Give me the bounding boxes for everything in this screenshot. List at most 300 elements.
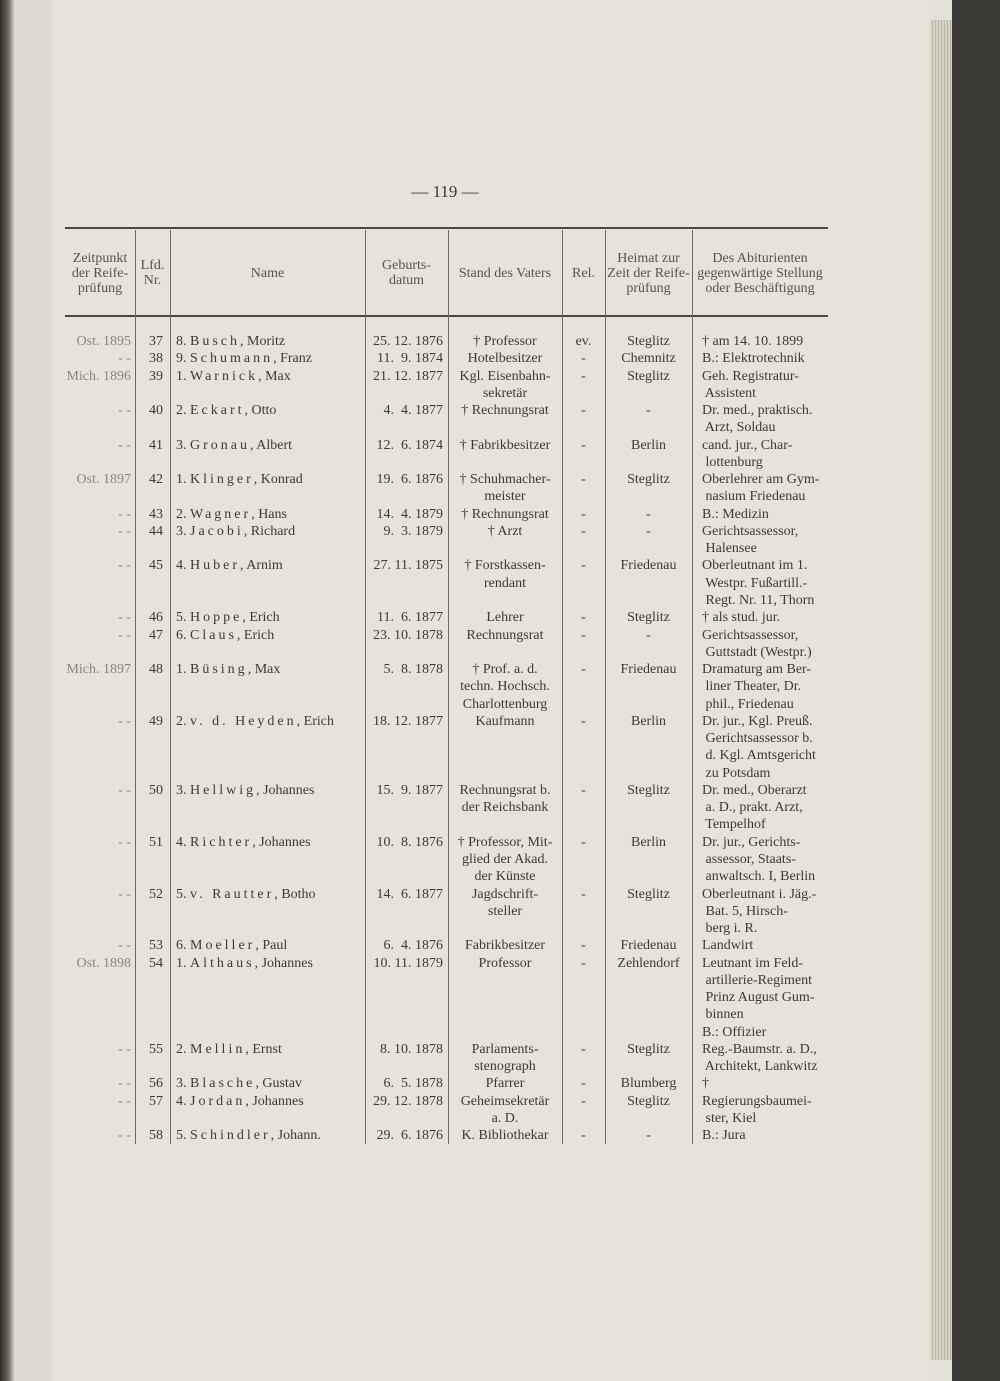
cell-name	[170, 782, 365, 834]
stand-text: der Künste	[474, 869, 536, 885]
column-divider	[170, 230, 171, 1144]
given-name: , Konrad	[253, 472, 303, 488]
cell-rel: ev.	[575, 334, 592, 349]
cell-stellung	[692, 557, 834, 609]
name-number: 4.	[176, 1093, 190, 1109]
stand-text: Rechnungsrat	[466, 627, 544, 643]
name-number: 3.	[176, 437, 190, 453]
cell-stand-des-vaters	[448, 368, 562, 403]
adjacent-page-edge	[0, 0, 14, 1381]
zeitpunkt-text: - -	[118, 610, 131, 626]
name-number: 5.	[176, 610, 190, 626]
column-divider	[135, 230, 136, 1144]
stellung-text: Landwirt	[702, 938, 754, 954]
stellung-text: Prinz August Gum-	[702, 990, 815, 1006]
cell-stellung	[692, 955, 834, 1041]
given-name: , Richard	[243, 523, 296, 539]
cell-zeitpunkt	[65, 557, 135, 609]
cell-stand-des-vaters	[448, 1127, 562, 1144]
surname: Schumann	[190, 351, 274, 367]
stand-text: Fabrikbesitzer	[464, 938, 546, 954]
cell-zeitpunkt	[65, 627, 135, 662]
cell-lfd-nr: 40	[149, 403, 163, 419]
cell-heimat: Berlin	[631, 834, 666, 850]
cell-lfd-nr: 45	[149, 558, 163, 574]
stand-text: Kgl. Eisenbahn-	[459, 368, 551, 384]
cell-lfd-nr: 52	[149, 886, 163, 902]
stellung-text: Oberleutnant im 1.	[702, 558, 808, 574]
surname: Busch	[190, 334, 240, 349]
cell-geburtsdatum: 10. 11. 1879	[373, 955, 443, 971]
name-number: 9.	[176, 351, 190, 367]
stand-text: Jagdschrift-	[471, 886, 539, 902]
name-number: 1.	[176, 955, 190, 971]
cell-lfd-nr: 50	[149, 782, 163, 798]
table-row	[65, 713, 834, 782]
zeitpunkt-text: Mich. 1896	[66, 368, 131, 384]
stellung-text: assessor, Staats-	[702, 851, 796, 867]
cell-stellung	[692, 1041, 834, 1076]
stand-text: steller	[487, 903, 523, 919]
zeitpunkt-text: - -	[118, 523, 131, 539]
given-name: , Moritz	[240, 334, 286, 349]
stellung-text: Bat. 5, Hirsch-	[702, 903, 788, 919]
stellung-text: ster, Kiel	[702, 1110, 757, 1126]
name-number: 6.	[176, 627, 190, 643]
given-name: , Johannes	[254, 955, 313, 971]
cell-stellung	[692, 834, 834, 886]
cell-lfd-nr: 39	[149, 368, 163, 384]
header-rel: Rel.	[572, 265, 595, 281]
cell-geburtsdatum: 29. 6. 1876	[376, 1128, 443, 1144]
given-name: , Erich	[242, 610, 280, 626]
cell-stellung	[692, 523, 834, 558]
table-row	[65, 402, 834, 437]
name-number: 1.	[176, 662, 190, 678]
stand-text: glied der Akad.	[462, 851, 548, 867]
surname: v. Rautter	[190, 886, 275, 902]
cell-stellung	[692, 661, 834, 713]
cell-rel: -	[581, 368, 586, 384]
stand-text: Pfarrer	[485, 1076, 525, 1092]
stand-text: † Forstkassen-	[464, 558, 546, 574]
stand-text: techn. Hochsch.	[460, 679, 550, 695]
cell-heimat: -	[646, 1128, 651, 1144]
cell-stand-des-vaters	[448, 402, 562, 437]
stellung-text: B.: Jura	[702, 1128, 746, 1144]
surname: Claus	[190, 627, 237, 643]
table-row	[65, 471, 834, 506]
cell-stand-des-vaters	[448, 1041, 562, 1076]
cell-stellung	[692, 609, 834, 626]
stand-text: rendant	[484, 575, 526, 591]
table-row	[65, 886, 834, 938]
cell-lfd-nr: 55	[149, 1041, 163, 1057]
table-row	[65, 506, 834, 523]
stand-text: Parlaments-	[471, 1041, 539, 1057]
stellung-text: Dr. med., Oberarzt	[702, 782, 807, 798]
stand-text: † Prof. a. d.	[472, 662, 538, 678]
cell-name	[170, 609, 365, 626]
cell-name	[170, 627, 365, 662]
stellung-text: liner Theater, Dr.	[702, 679, 802, 695]
table-row	[65, 350, 834, 367]
cell-stand-des-vaters	[448, 333, 562, 350]
header-stand-des-vaters: Stand des Vaters	[458, 265, 552, 281]
given-name: , Gustav	[255, 1076, 302, 1092]
cell-geburtsdatum: 25. 12. 1876	[373, 334, 443, 349]
given-name: , Johannes	[252, 834, 311, 850]
zeitpunkt-text: - -	[118, 351, 131, 367]
zeitpunkt-text: Ost. 1897	[76, 472, 131, 488]
cell-name	[170, 557, 365, 609]
surname: Wagner	[190, 506, 252, 522]
table-row	[65, 1127, 834, 1144]
cell-rel: -	[581, 955, 586, 971]
cell-stand-des-vaters	[448, 782, 562, 834]
cell-name	[170, 333, 365, 350]
column-divider	[692, 230, 693, 1144]
stellung-text: binnen	[702, 1007, 744, 1023]
cell-zeitpunkt	[65, 368, 135, 403]
stellung-text: berg i. R.	[702, 921, 758, 937]
cell-rel: -	[581, 506, 586, 522]
cell-lfd-nr: 42	[149, 472, 163, 488]
cell-name	[170, 834, 365, 886]
cell-zeitpunkt	[65, 350, 135, 367]
cell-rel: -	[581, 938, 586, 954]
cell-stand-des-vaters	[448, 557, 562, 609]
cell-geburtsdatum: 12. 6. 1874	[376, 437, 443, 453]
name-number: 2.	[176, 403, 190, 419]
cell-rel: -	[581, 1041, 586, 1057]
cell-rel: -	[581, 523, 586, 539]
stand-text: Rechnungsrat b.	[459, 782, 551, 798]
zeitpunkt-text: - -	[118, 834, 131, 850]
cell-zeitpunkt	[65, 1041, 135, 1076]
cell-geburtsdatum: 8. 10. 1878	[380, 1041, 443, 1057]
cell-heimat: Steglitz	[627, 472, 670, 488]
table-row	[65, 834, 834, 886]
cell-geburtsdatum: 6. 5. 1878	[383, 1076, 443, 1092]
cell-zeitpunkt	[65, 471, 135, 506]
cell-stellung	[692, 402, 834, 437]
stand-text: stenograph	[474, 1059, 536, 1075]
stellung-text: †	[702, 1076, 709, 1092]
cell-zeitpunkt	[65, 523, 135, 558]
cell-geburtsdatum: 14. 6. 1877	[376, 886, 443, 902]
zeitpunkt-text: - -	[118, 437, 131, 453]
surname: Hellwig	[190, 782, 257, 798]
cell-stand-des-vaters	[448, 350, 562, 367]
name-number: 1.	[176, 368, 190, 384]
cell-heimat: Steglitz	[627, 1093, 670, 1109]
zeitpunkt-text: - -	[118, 403, 131, 419]
cell-name	[170, 713, 365, 782]
cell-zeitpunkt	[65, 834, 135, 886]
cell-rel: -	[581, 782, 586, 798]
page-stack-edge	[930, 20, 952, 1360]
cell-rel: -	[581, 558, 586, 574]
stellung-text: Regierungsbaumei-	[702, 1093, 812, 1109]
cell-heimat: Zehlendorf	[617, 955, 680, 971]
cell-name	[170, 1041, 365, 1076]
column-divider	[562, 230, 563, 1144]
cell-zeitpunkt	[65, 402, 135, 437]
stellung-text: Regt. Nr. 11, Thorn	[702, 592, 815, 608]
cell-heimat: Steglitz	[627, 1041, 670, 1057]
cell-geburtsdatum: 6. 4. 1876	[383, 938, 443, 954]
cell-lfd-nr: 47	[149, 627, 163, 643]
name-number: 2.	[176, 506, 190, 522]
surname: Hoppe	[190, 610, 243, 626]
given-name: , Albert	[250, 437, 292, 453]
cell-rel: -	[581, 886, 586, 902]
surname: Warnick	[190, 368, 259, 384]
cell-zeitpunkt	[65, 955, 135, 1041]
cell-heimat: Berlin	[631, 437, 666, 453]
header-heimat: Heimat zur Zeit der Reife-prüfung	[607, 250, 690, 296]
adjacent-page-strip	[14, 0, 52, 1381]
cell-geburtsdatum: 5. 8. 1878	[383, 662, 443, 678]
cell-stellung	[692, 1127, 834, 1144]
zeitpunkt-text: - -	[118, 713, 131, 729]
stand-text: der Reichsbank	[461, 800, 549, 816]
header-name: Name	[250, 265, 285, 281]
cell-heimat: -	[646, 403, 651, 419]
cell-geburtsdatum: 10. 8. 1876	[376, 834, 443, 850]
cell-heimat: Steglitz	[627, 886, 670, 902]
header-stellung: Des Abiturienten gegenwärtige Stellung oder Beschäftigung	[697, 250, 823, 296]
surname: Klinger	[190, 472, 254, 488]
cell-heimat: -	[646, 506, 651, 522]
header-geburtsdatum: Geburts-datum	[382, 258, 431, 288]
cell-lfd-nr: 44	[149, 523, 163, 539]
zeitpunkt-text: - -	[118, 1041, 131, 1057]
table-row	[65, 955, 834, 1041]
stellung-text: B.: Offizier	[702, 1024, 767, 1040]
given-name: , Arnim	[240, 558, 283, 574]
cell-name	[170, 886, 365, 938]
cell-lfd-nr: 46	[149, 610, 163, 626]
zeitpunkt-text: - -	[118, 506, 131, 522]
given-name: , Paul	[255, 938, 288, 954]
cell-heimat: Steglitz	[627, 782, 670, 798]
table-row	[65, 1075, 834, 1092]
name-number: 5.	[176, 1128, 190, 1144]
stand-text: a. D.	[491, 1110, 519, 1126]
cell-name	[170, 955, 365, 1041]
cell-zeitpunkt	[65, 713, 135, 782]
cell-rel: -	[581, 610, 586, 626]
cell-name	[170, 1075, 365, 1092]
table-row	[65, 661, 834, 713]
surname: Blasche	[190, 1076, 256, 1092]
zeitpunkt-text: - -	[118, 938, 131, 954]
cell-rel: -	[581, 1128, 586, 1144]
cell-zeitpunkt	[65, 937, 135, 954]
cell-stellung	[692, 627, 834, 662]
stand-text: Kaufmann	[475, 713, 535, 729]
surname: Büsing	[190, 662, 248, 678]
stellung-text: a. D., prakt. Arzt,	[702, 800, 803, 816]
cell-stand-des-vaters	[448, 834, 562, 886]
cell-lfd-nr: 51	[149, 834, 163, 850]
cell-stand-des-vaters	[448, 627, 562, 662]
cell-rel: -	[581, 662, 586, 678]
table-row	[65, 368, 834, 403]
cell-geburtsdatum: 18. 12. 1877	[373, 713, 443, 729]
stand-text: meister	[484, 489, 526, 505]
given-name: , Erich	[296, 713, 334, 729]
cell-stand-des-vaters	[448, 955, 562, 1041]
cell-rel: -	[581, 713, 586, 729]
name-number: 8.	[176, 334, 190, 349]
stellung-text: B.: Medizin	[702, 506, 769, 522]
zeitpunkt-text: Mich. 1897	[66, 662, 131, 678]
stellung-text: Gerichtsassessor,	[702, 627, 799, 643]
cell-geburtsdatum: 23. 10. 1878	[373, 627, 443, 643]
cell-lfd-nr: 48	[149, 662, 163, 678]
cell-rel: -	[581, 351, 586, 367]
cell-geburtsdatum: 27. 11. 1875	[373, 558, 443, 574]
cell-stellung	[692, 1093, 834, 1128]
zeitpunkt-text: - -	[118, 1093, 131, 1109]
cell-lfd-nr: 58	[149, 1128, 163, 1144]
cell-heimat: Steglitz	[627, 334, 670, 349]
cell-lfd-nr: 57	[149, 1093, 163, 1109]
name-number: 6.	[176, 938, 190, 954]
cell-zeitpunkt	[65, 506, 135, 523]
header-lfd-nr: Lfd. Nr.	[140, 258, 165, 288]
cell-geburtsdatum: 21. 12. 1877	[373, 368, 443, 384]
cell-stellung	[692, 471, 834, 506]
name-number: 4.	[176, 834, 190, 850]
page-number: — 119 —	[411, 182, 479, 201]
name-number: 4.	[176, 558, 190, 574]
cell-stellung	[692, 437, 834, 472]
stand-text: K. Bibliothekar	[461, 1128, 549, 1144]
stand-text: † Fabrikbesitzer	[459, 437, 551, 453]
stellung-text: Geh. Registratur-	[702, 368, 799, 384]
cell-lfd-nr: 49	[149, 713, 163, 729]
stellung-text: Arzt, Soldau	[702, 420, 776, 436]
stellung-text: anwaltsch. I, Berlin	[702, 869, 816, 885]
surname: v. d. Heyden	[190, 713, 297, 729]
surname: Moeller	[190, 938, 256, 954]
given-name: , Johann.	[270, 1128, 321, 1144]
cell-geburtsdatum: 29. 12. 1878	[373, 1093, 443, 1109]
cell-heimat: Friedenau	[620, 662, 677, 678]
stellung-text: d. Kgl. Amtsgericht	[702, 748, 816, 764]
cell-heimat: Friedenau	[620, 938, 677, 954]
header-zeitpunkt: Zeitpunkt der Reife-prüfung	[71, 250, 129, 296]
cell-lfd-nr: 54	[149, 955, 163, 971]
cell-geburtsdatum: 9. 3. 1879	[383, 523, 443, 539]
stellung-text: Leutnant im Feld-	[702, 955, 804, 971]
stellung-text: B.: Elektrotechnik	[702, 351, 805, 367]
surname: Mellin	[190, 1041, 246, 1057]
stand-text: † Rechnungsrat	[461, 403, 549, 419]
stellung-text: lottenburg	[702, 454, 763, 470]
given-name: , Max	[247, 662, 281, 678]
name-number: 1.	[176, 472, 190, 488]
cell-geburtsdatum: 19. 6. 1876	[376, 472, 443, 488]
cell-zeitpunkt	[65, 437, 135, 472]
cell-zeitpunkt	[65, 1127, 135, 1144]
stand-text: † Arzt	[487, 523, 523, 539]
cell-heimat: -	[646, 523, 651, 539]
name-number: 3.	[176, 523, 190, 539]
zeitpunkt-text: Ost. 1898	[76, 955, 131, 971]
surname: Schindler	[190, 1128, 271, 1144]
table-row	[65, 627, 834, 662]
stellung-text: Dr. jur., Gerichts-	[702, 834, 801, 850]
cell-lfd-nr: 53	[149, 938, 163, 954]
zeitpunkt-text: Ost. 1895	[76, 334, 131, 349]
table-row	[65, 937, 834, 954]
given-name: , Ernst	[245, 1041, 282, 1057]
zeitpunkt-text: - -	[118, 1128, 131, 1144]
cell-rel: -	[581, 437, 586, 453]
stellung-text: Assistent	[702, 385, 757, 401]
stellung-text: Gerichtsassessor,	[702, 523, 799, 539]
cell-rel: -	[581, 1076, 586, 1092]
stellung-text: Dramaturg am Ber-	[702, 662, 812, 678]
surname: Huber	[190, 558, 240, 574]
column-divider	[605, 230, 606, 1144]
top-rule	[65, 227, 828, 229]
cell-stand-des-vaters	[448, 471, 562, 506]
stand-text: Hotelbesitzer	[467, 351, 543, 367]
cell-stellung	[692, 368, 834, 403]
surname: Gronau	[190, 437, 250, 453]
cell-zeitpunkt	[65, 661, 135, 713]
stand-text: Professor	[478, 955, 532, 971]
stand-text: sekretär	[482, 385, 528, 401]
given-name: , Otto	[244, 403, 277, 419]
cell-stand-des-vaters	[448, 886, 562, 938]
stellung-text: Architekt, Lankwitz	[702, 1059, 818, 1075]
table-row	[65, 437, 834, 472]
given-name: , Hans	[251, 506, 287, 522]
cell-lfd-nr: 38	[149, 351, 163, 367]
cell-stellung	[692, 782, 834, 834]
stand-text: † Professor	[473, 334, 537, 349]
cell-name	[170, 402, 365, 437]
cell-geburtsdatum: 4. 4. 1877	[383, 403, 443, 419]
cell-rel: -	[581, 472, 586, 488]
surname: Jacobi	[190, 523, 244, 539]
stellung-text: Dr. med., praktisch.	[702, 403, 813, 419]
column-divider	[365, 230, 366, 1144]
table-row	[65, 557, 834, 609]
table-row	[65, 1041, 834, 1076]
cell-heimat: Blumberg	[620, 1076, 677, 1092]
cell-name	[170, 661, 365, 713]
stellung-text: Tempelhof	[702, 817, 766, 833]
cell-stand-des-vaters	[448, 523, 562, 558]
table-row	[65, 1093, 834, 1128]
stellung-text: Reg.-Baumstr. a. D.,	[702, 1041, 817, 1057]
given-name: , Johannes	[256, 782, 315, 798]
cell-rel: -	[581, 403, 586, 419]
given-name: , Botho	[274, 886, 316, 902]
cell-heimat: Berlin	[631, 713, 666, 729]
zeitpunkt-text: - -	[118, 886, 131, 902]
name-number: 2.	[176, 1041, 190, 1057]
surname: Richter	[190, 834, 253, 850]
